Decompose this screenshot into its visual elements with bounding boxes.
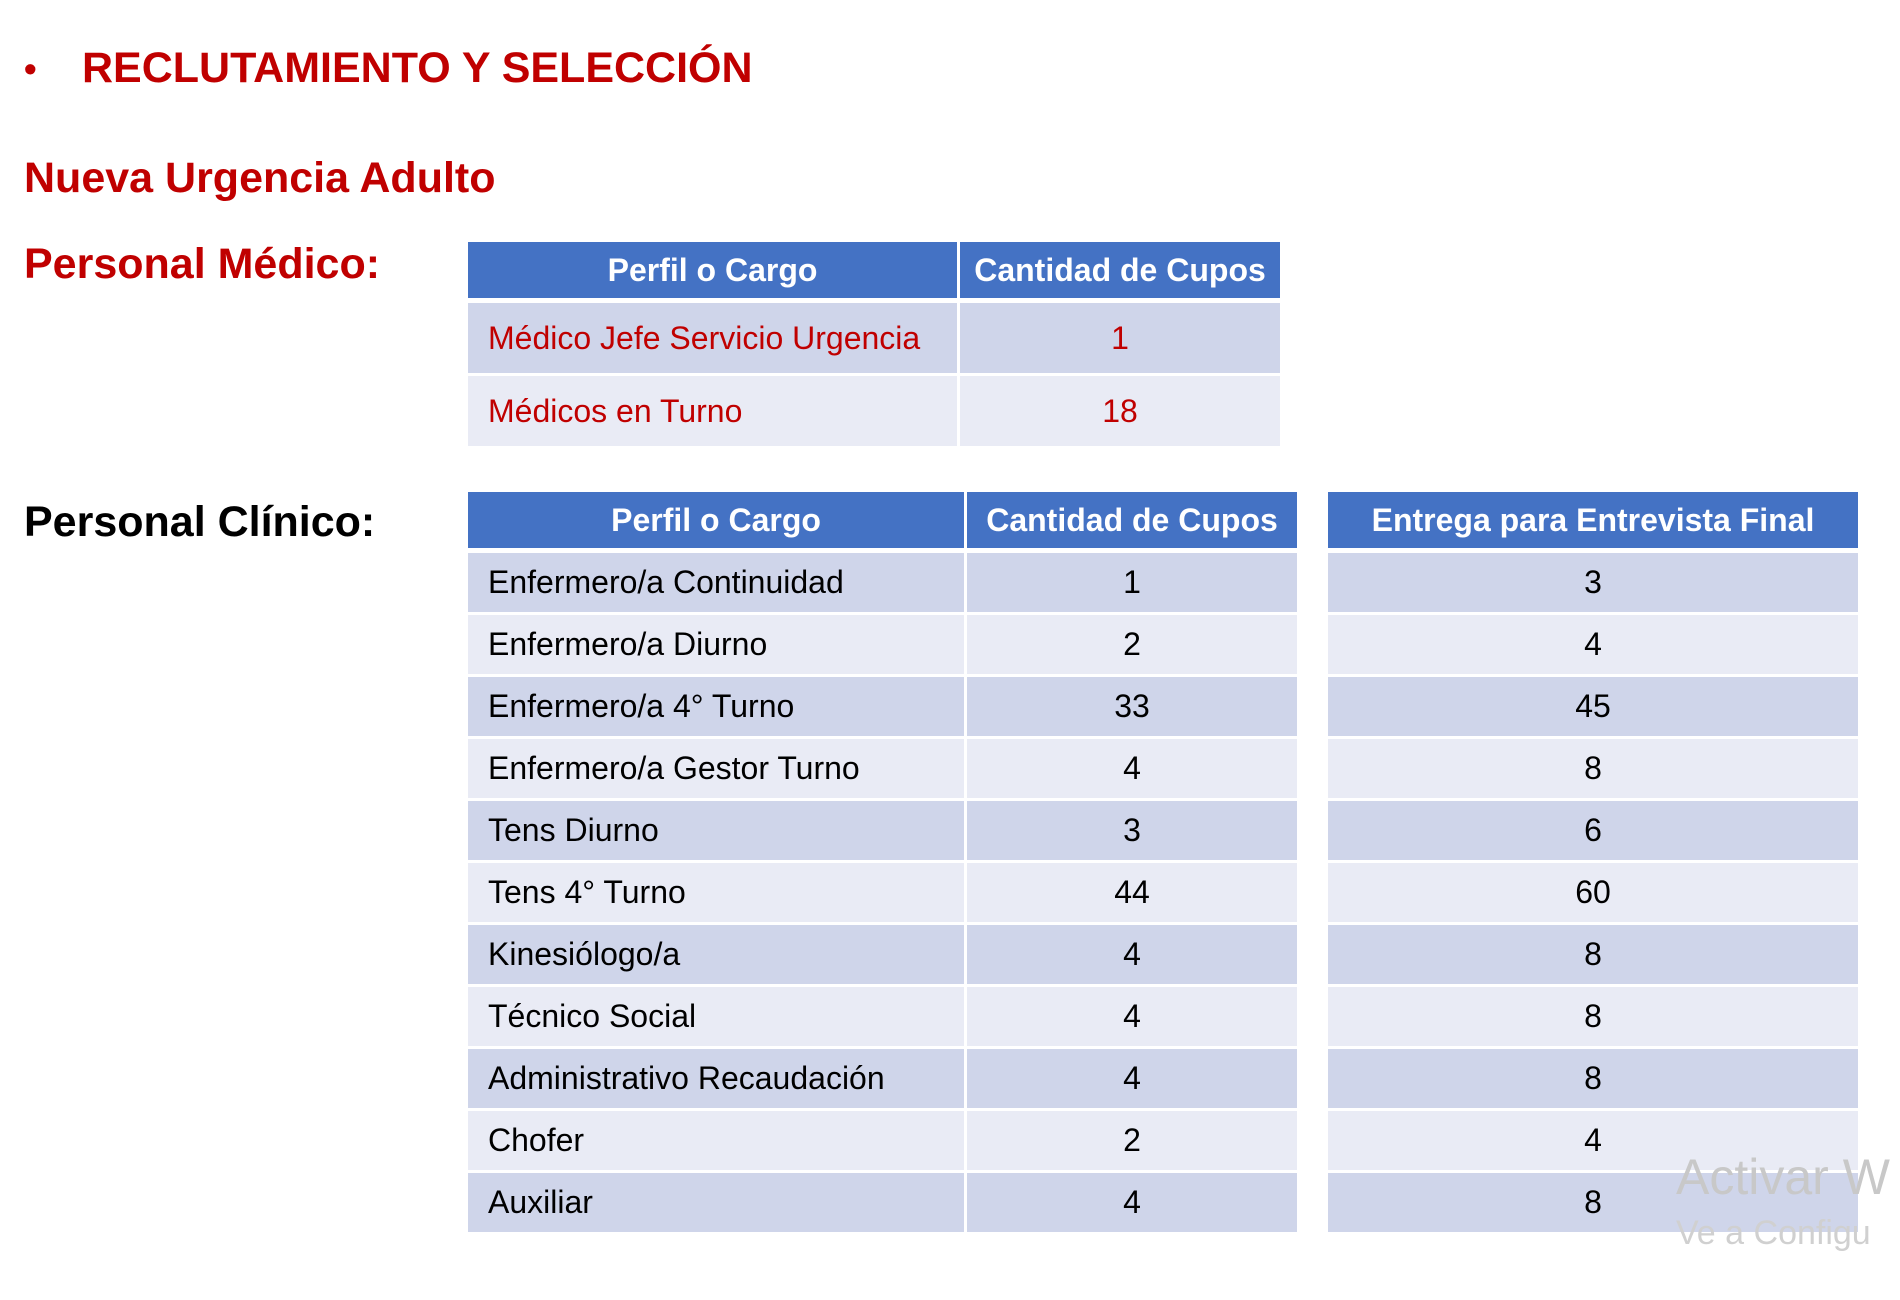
clinico-entrega-cell: 8 — [1328, 1173, 1861, 1235]
clinico-entrega-cell: 8 — [1328, 925, 1861, 987]
clinico-entrega-cell: 60 — [1328, 863, 1861, 925]
table-row — [468, 615, 1861, 677]
clinico-entrega-cell: 3 — [1328, 553, 1861, 615]
clinico-cupos-cell: 4 — [967, 1173, 1300, 1235]
clinico-cupos-cell: 2 — [967, 1111, 1300, 1173]
table-row — [468, 1049, 1861, 1111]
medico-header-cargo: Perfil o Cargo — [468, 242, 960, 303]
clinico-cupos-cell: 4 — [967, 925, 1300, 987]
table-row — [468, 1111, 1861, 1173]
clinico-cupos-cell: 2 — [967, 615, 1300, 677]
clinico-entrega-cell: 6 — [1328, 801, 1861, 863]
table-row — [468, 553, 1861, 615]
column-gap — [1300, 1173, 1328, 1235]
clinico-cargo-cell: Enfermero/a Gestor Turno — [468, 739, 967, 801]
column-gap — [1300, 492, 1328, 553]
medico-table — [468, 242, 1283, 449]
table-row — [468, 925, 1861, 987]
clinico-entrega-cell: 8 — [1328, 739, 1861, 801]
section-bullet — [24, 44, 753, 93]
personal-clinico-heading: Personal Clínico: — [24, 498, 376, 546]
column-gap — [1300, 925, 1328, 987]
column-gap — [1300, 801, 1328, 863]
clinico-cupos-cell: 4 — [967, 739, 1300, 801]
medico-cargo-cell: Médicos en Turno — [468, 376, 960, 449]
clinico-cupos-cell: 4 — [967, 987, 1300, 1049]
clinico-cargo-cell: Enfermero/a 4° Turno — [468, 677, 967, 739]
clinico-cargo-cell: Tens 4° Turno — [468, 863, 967, 925]
column-gap — [1300, 739, 1328, 801]
table-row — [468, 376, 1283, 449]
medico-cupos-cell: 18 — [960, 376, 1283, 449]
clinico-cargo-cell: Chofer — [468, 1111, 967, 1173]
clinico-cargo-cell: Enfermero/a Diurno — [468, 615, 967, 677]
column-gap — [1300, 1049, 1328, 1111]
urgencia-heading: Nueva Urgencia Adulto — [24, 154, 496, 202]
clinico-table — [468, 492, 1861, 1235]
clinico-header-cargo: Perfil o Cargo — [468, 492, 967, 553]
clinico-header-entrega: Entrega para Entrevista Final — [1328, 492, 1861, 553]
table-row — [468, 677, 1861, 739]
medico-header-cupos: Cantidad de Cupos — [960, 242, 1283, 303]
clinico-cargo-cell: Kinesiólogo/a — [468, 925, 967, 987]
column-gap — [1300, 553, 1328, 615]
clinico-cupos-cell: 33 — [967, 677, 1300, 739]
clinico-entrega-cell: 4 — [1328, 1111, 1861, 1173]
clinico-cargo-cell: Auxiliar — [468, 1173, 967, 1235]
clinico-entrega-cell: 8 — [1328, 1049, 1861, 1111]
column-gap — [1300, 1111, 1328, 1173]
clinico-cargo-cell: Administrativo Recaudación — [468, 1049, 967, 1111]
clinico-entrega-cell: 45 — [1328, 677, 1861, 739]
clinico-cargo-cell: Enfermero/a Continuidad — [468, 553, 967, 615]
table-row — [468, 863, 1861, 925]
clinico-cupos-cell: 3 — [967, 801, 1300, 863]
table-row — [468, 987, 1861, 1049]
medico-cupos-cell: 1 — [960, 303, 1283, 376]
clinico-cupos-cell: 44 — [967, 863, 1300, 925]
table-row — [468, 739, 1861, 801]
clinico-cupos-cell: 4 — [967, 1049, 1300, 1111]
clinico-cargo-cell: Tens Diurno — [468, 801, 967, 863]
table-row — [468, 801, 1861, 863]
table-row — [468, 303, 1283, 376]
clinico-cargo-cell: Técnico Social — [468, 987, 967, 1049]
clinico-header-cupos: Cantidad de Cupos — [967, 492, 1300, 553]
section-title: RECLUTAMIENTO Y SELECCIÓN — [82, 44, 753, 92]
column-gap — [1300, 615, 1328, 677]
medico-cargo-cell: Médico Jefe Servicio Urgencia — [468, 303, 960, 376]
activation-watermark: Activar W — [1676, 1149, 1890, 1205]
bullet-marker: • — [24, 47, 37, 89]
activation-watermark-subtext: Ve a Configu — [1676, 1214, 1871, 1252]
clinico-entrega-cell: 8 — [1328, 987, 1861, 1049]
column-gap — [1300, 677, 1328, 739]
clinico-entrega-cell: 4 — [1328, 615, 1861, 677]
table-row — [468, 1173, 1861, 1235]
column-gap — [1300, 987, 1328, 1049]
personal-medico-heading: Personal Médico: — [24, 240, 381, 288]
column-gap — [1300, 863, 1328, 925]
clinico-cupos-cell: 1 — [967, 553, 1300, 615]
